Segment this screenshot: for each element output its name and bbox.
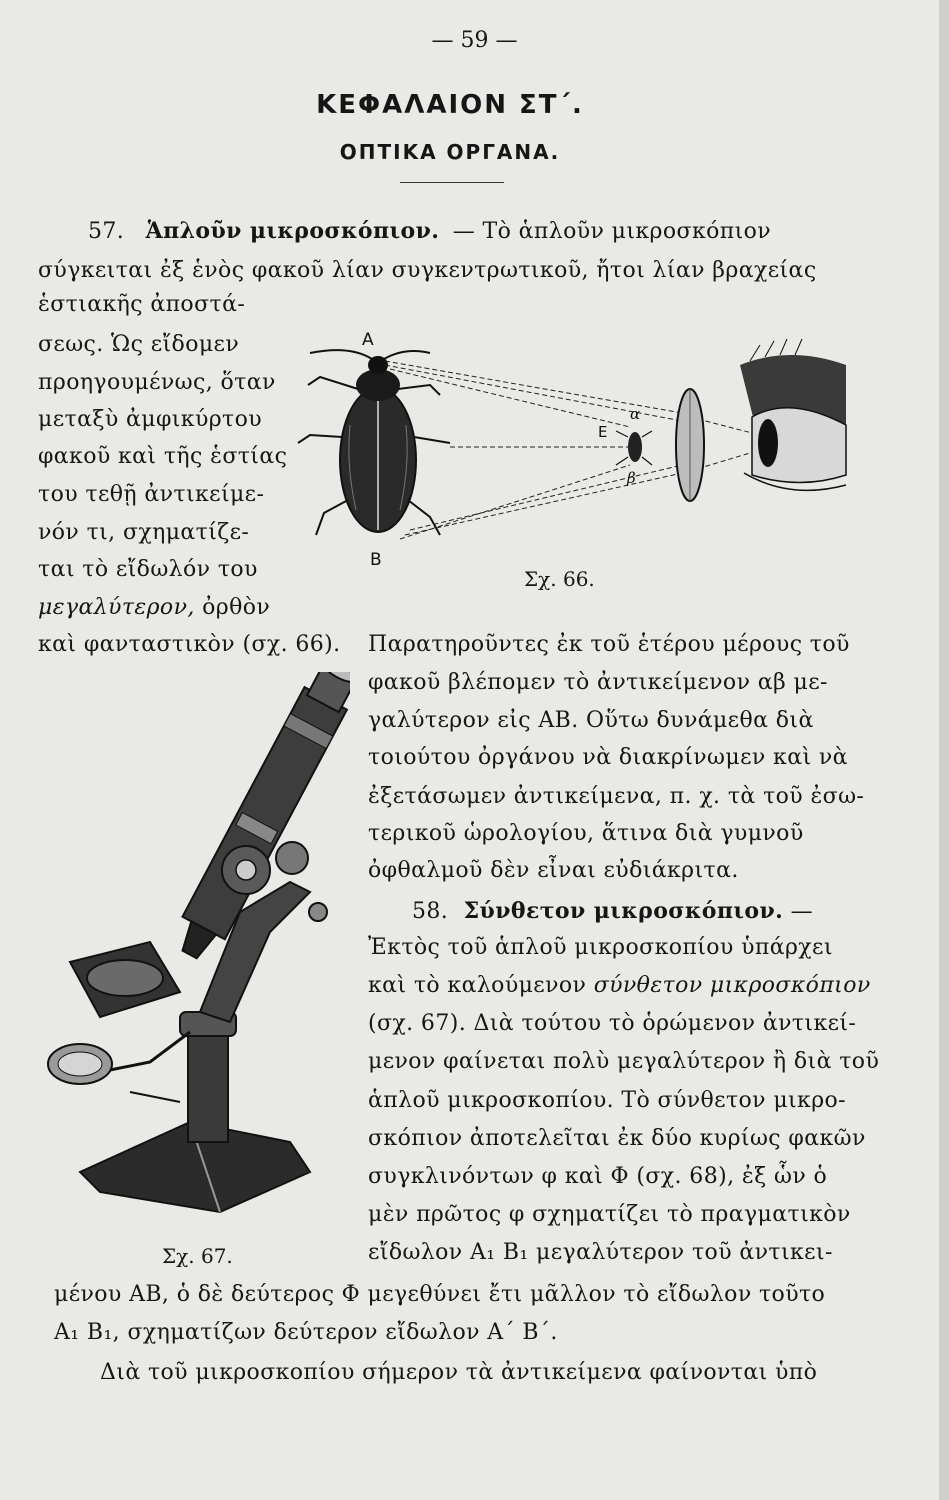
text-line: σεως. Ὡς εἴδομεν [38,332,240,357]
text-line: ἐξετάσωμεν ἀντικείμενα, π. χ. τὰ τοῦ ἐσω- [368,784,865,809]
text-line: του τεθῇ ἀντικείμε- [38,482,265,507]
section-57-lead: — Τὸ ἁπλοῦν μικροσκόπιον [452,219,772,244]
text-line: προηγουμένως, ὅταν [38,370,276,395]
text-line: σκόπιον ἀποτελεῖται ἐκ δύο κυρίως φακῶν [368,1126,866,1151]
title-rule [400,182,504,183]
text-line: ται τὸ εἴδωλόν του [38,557,258,582]
page-number: — 59 — [431,28,518,53]
text-line: ἑστιακῆς ἀποστά- [38,292,246,317]
beetle-drawing [298,350,450,535]
label-A: A [362,330,374,350]
section-57-heading: Ἁπλοῦν μικροσκόπιον. [145,218,440,244]
small-object [616,431,652,465]
eye-drawing [740,339,846,490]
text-fragment: καὶ τὸ καλούμενον [368,973,587,998]
italic-term: σύνθετον μικροσκόπιον [593,973,871,998]
text-line: τοιούτου ὀργάνου νὰ διακρίνωμεν καὶ νὰ [368,745,848,770]
text-line: εἴδωλον Α₁ Β₁ μεγαλύτερον τοῦ ἀντικει- [368,1240,833,1265]
section-57-number: 57. [88,219,125,244]
section-57-heading-line [88,218,771,244]
section-58-heading-line [412,898,813,924]
label-B: B [370,550,382,570]
italic-word: μεγαλύτερον, [38,595,195,620]
label-alpha: α [630,405,641,423]
text-line: καὶ φανταστικὸν (σχ. 66). [38,632,341,657]
figure-66-caption: Σχ. 66. [524,567,595,591]
text-line: μεταξὺ ἀμφικύρτου [38,407,263,432]
microscope-drawing [48,672,350,1212]
text-line: σύγκειται ἐξ ἑνὸς φακοῦ λίαν συγκεντρωτικοῦ, ἤτοι λίαν βραχείας [38,258,817,283]
chapter-subtitle: ΟΠΤΙΚΑ ΟΡΓΑΝΑ. [339,140,561,164]
text-line: Παρατηροῦντες ἐκ τοῦ ἑτέρου μέρους τοῦ [368,632,850,657]
text-line: ὀφθαλμοῦ δὲν εἶναι εὐδιάκριτα. [368,858,739,883]
figure-67-illustration [40,672,350,1232]
text-line: ἁπλοῦ μικροσκοπίου. Τὸ σύνθετον μικρο- [368,1088,847,1113]
text-line: Ἐκτὸς τοῦ ἁπλοῦ μικροσκοπίου ὑπάρχει [368,935,833,960]
text-line: νόν τι, σχηματίζε- [38,520,250,545]
chapter-title: ΚΕΦΑΛΑΙΟΝ ΣΤ΄. [316,90,584,120]
figure-66-illustration [290,325,850,585]
text-fragment: ὀρθὸν [202,595,271,620]
text-line: (σχ. 67). Διὰ τούτου τὸ ὁρώμενον ἀντικεί- [368,1011,857,1036]
text-line: τερικοῦ ὡρολογίου, ἅτινα διὰ γυμνοῦ [368,821,804,846]
label-beta: β [627,469,636,487]
text-line: μενον φαίνεται πολὺ μεγαλύτερον ἢ διὰ τοῦ [368,1049,880,1074]
text-line: Α₁ Β₁, σχηματίζων δεύτερον εἴδωλον Α΄ Β΄. [54,1320,558,1345]
section-58-number: 58. [412,899,449,924]
text-line: φακοῦ καὶ τῆς ἑστίας [38,444,288,469]
figure-67-caption: Σχ. 67. [162,1244,233,1268]
section-58-dash: — [790,899,814,924]
text-line: γαλύτερον εἰς ΑΒ. Οὕτω δυνάμεθα διὰ [368,708,814,733]
text-line: φακοῦ βλέπομεν τὸ ἀντικείμενον αβ με- [368,670,828,695]
text-line-italic [38,595,270,620]
section-58-heading: Σύνθετον μικροσκόπιον. [463,898,784,924]
text-line-mixed [368,973,871,998]
text-line: μὲν πρῶτος φ σχηματίζει τὸ πραγματικὸν [368,1202,851,1227]
text-line: συγκλινόντων φ καὶ Φ (σχ. 68), ἐξ ὧν ὁ [368,1164,828,1189]
text-line: Διὰ τοῦ μικροσκοπίου σήμερον τὰ ἀντικείμενα φαίνονται ὑπὸ [100,1360,818,1385]
page-edge [939,0,949,1500]
label-E: E [598,423,608,441]
text-line: μένου ΑΒ, ὁ δὲ δεύτερος Φ μεγεθύνει ἔτι μᾶλλον τὸ εἴδωλον τοῦτο [54,1282,826,1307]
